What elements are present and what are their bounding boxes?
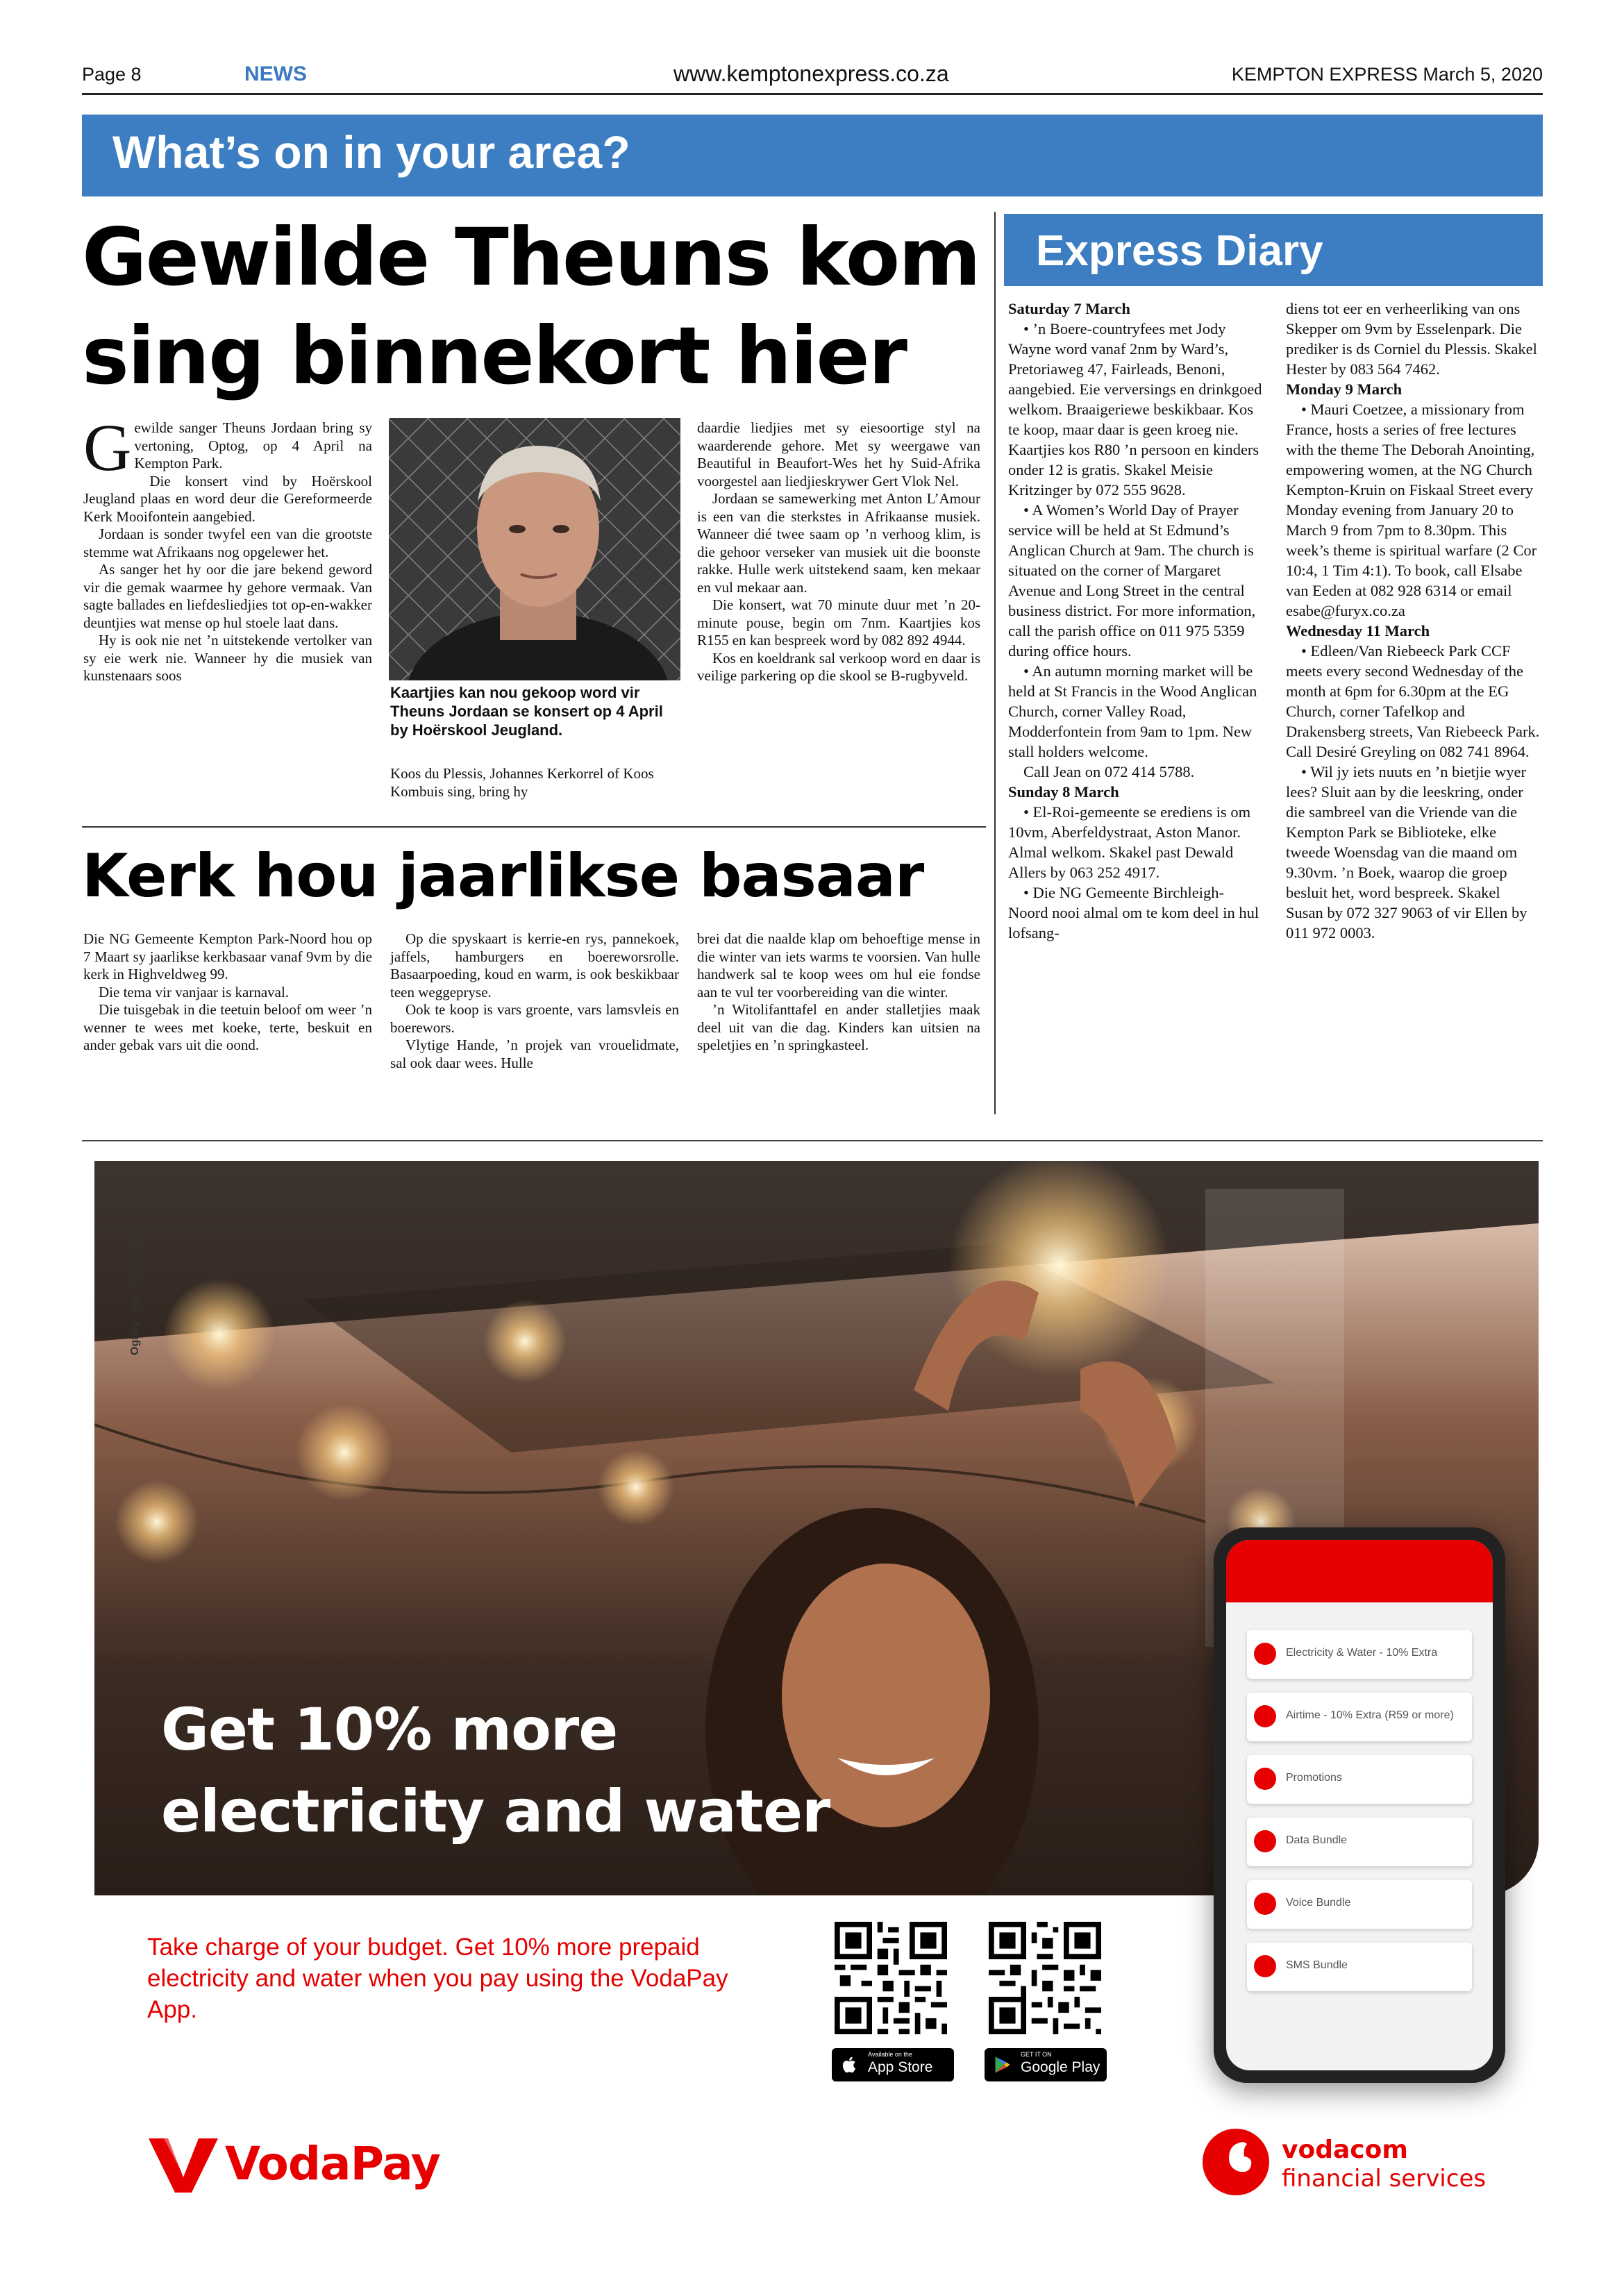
article1-column-3 xyxy=(697,419,980,685)
phone-mockup xyxy=(1214,1527,1505,2083)
article2-para: Die NG Gemeente Kempton Park-Noord hou op 7 Maart sy jaarlikse kerkbasaar vanaf 9vm by die kerk in Highveldweg 99. xyxy=(83,930,372,982)
vodapay-advertisement[interactable] xyxy=(82,1153,1543,2291)
article1-headline xyxy=(82,208,985,405)
menu-item-icon xyxy=(1254,1768,1276,1790)
menu-item-icon xyxy=(1254,1705,1276,1727)
app-menu-item xyxy=(1247,1943,1472,1991)
article1-para: Kos en koeldrank sal verkoop word en daar is veilige parkering op die skool se B-rugbyveld. xyxy=(697,649,980,684)
google-play-small-text: GET IT ON xyxy=(1021,2051,1052,2058)
article2-para: Die tema vir vanjaar is karnaval. xyxy=(99,983,290,1000)
google-play-icon xyxy=(993,2055,1012,2075)
diary-column-1 xyxy=(1008,299,1262,943)
article2-headline: Kerk hou jaarlikse basaar xyxy=(82,841,924,911)
article1-para: Jordaan se samewerking met Anton L’Amour is een van die sterkstes in Afrikaanse musiek. Wanneer dié twee saam op ’n verhoog klim, is die gehoor verseker van musiek uit die boonste rakke. Hulle werk uitstekend saam, ken mekaar en vul mekaar aan. xyxy=(697,490,980,596)
menu-item-label: Promotions xyxy=(1286,1772,1342,1784)
diary-day: Saturday 7 March xyxy=(1008,300,1130,317)
theuns-jordaan-photo xyxy=(389,418,680,680)
menu-item-label: Voice Bundle xyxy=(1286,1897,1351,1909)
agency-code: JHB 29695/VODA xyxy=(129,1228,141,1318)
article2-para: brei dat die naalde klap om behoeftige mense in die winter van iets warms te voorsien. Van hulle handwerk sal te koop wees om hul eie fondse aan te vul ter voorbereiding van die winter. xyxy=(697,930,980,1000)
google-play-qr-code[interactable] xyxy=(989,1922,1101,2034)
headline-line-1: Gewilde Theuns kom xyxy=(82,211,980,303)
website-url[interactable]: www.kemptonexpress.co.za xyxy=(673,61,949,86)
app-menu-item xyxy=(1247,1818,1472,1866)
article2-para: Die tuisgebak in die teetuin beloof om weer ’n wenner te wees met koeke, terte, beskuit en ander gebak vars uit die oond. xyxy=(83,1001,372,1053)
app-store-qr-code[interactable] xyxy=(835,1922,947,2034)
agency-credit xyxy=(129,1203,157,1355)
folio xyxy=(82,61,1543,96)
article2-para: Ook te koop is vars groente, vars lamsvleis en boerewors. xyxy=(390,1001,679,1036)
article1-para: Die konsert vind by Hoërskool Jeugland plaas en word deur die Gereformeerde Kerk Mooifontein aangebied. xyxy=(83,472,372,525)
menu-item-label: Data Bundle xyxy=(1286,1834,1348,1846)
app-menu-item xyxy=(1247,1693,1472,1741)
qr-icon xyxy=(835,1922,947,2034)
apple-icon xyxy=(840,2055,860,2075)
article2-column-2 xyxy=(390,930,679,1072)
section-banner xyxy=(82,115,1543,196)
vodapay-wordmark: VodaPay xyxy=(225,2137,440,2190)
advert-headline xyxy=(161,1689,830,1852)
app-header-bar xyxy=(1226,1540,1493,1602)
column-divider xyxy=(994,212,996,1114)
diary-entry: • Mauri Coetzee, a missionary from France, hosts a series of free lectures with the theme The Deborah Anointing, empowering women, at the NG Church Kempton-Kruin on Fiskaal Street every Monday evening from January 20 to March 9 from 7pm to 8.30pm. This week’s theme is spiritual warfare (2 Cor 10:4, 1 Tim 4:1). To book, call Elsabe van Eeden at 082 928 6314 or email esabe@furyx.co.za xyxy=(1286,401,1537,619)
app-store-label: App Store xyxy=(868,2059,933,2075)
diary-entry: Call Jean on 072 414 5788. xyxy=(1023,763,1195,780)
diary-entry: diens tot eer en verheerliking van ons Skepper om 9vm by Esselenpark. Die prediker is ds Corniel du Plessis. Skakel Hester by 083 564 7462. xyxy=(1286,300,1537,378)
diary-entry: • El-Roi-gemeente se erediens is om 10vm, Aberfeldystraat, Aston Manor. Almal welkom. Skakel past Dewald Allers by 063 252 4917. xyxy=(1008,803,1251,881)
advert-headline-line-1: Get 10% more xyxy=(161,1695,618,1763)
app-store-small-text: Available on the xyxy=(868,2051,912,2058)
article1-column-2-text: Koos du Plessis, Johannes Kerkorrel of Koos Kombuis sing, bring hy xyxy=(390,765,654,800)
article1-para: As sanger het hy oor die jare bekend geword vir die gemak waarmee hy gehore vermaak. Van sagte ballades en liefdesliedjies tot op-en-wakker deuntjies wat mense op hul stoele laat dans. xyxy=(83,561,372,631)
section-label: NEWS xyxy=(244,62,307,85)
menu-item-icon xyxy=(1254,1643,1276,1665)
app-menu-item xyxy=(1247,1755,1472,1804)
page-number: Page 8 xyxy=(82,64,142,85)
agency-name: Ogilvy xyxy=(129,1321,141,1355)
qr-icon xyxy=(989,1922,1101,2034)
app-store-badge[interactable] xyxy=(832,2048,954,2081)
article1-para: Jordaan is sonder twyfel een van die grootste stemme wat Afrikaans nog opgelewer het. xyxy=(83,526,372,560)
diary-entry: • An autumn morning market will be held at St Francis in the Wood Anglican Church, corner Valley Road, Modderfontein from 9am to 1pm. New stall holders welcome. xyxy=(1008,662,1257,760)
article2-column-1 xyxy=(83,930,372,1055)
google-play-badge[interactable] xyxy=(985,2048,1107,2081)
article2-para: Vlytige Hande, ’n projek van vrouelidmate, sal ook daar wees. Hulle xyxy=(390,1037,679,1071)
diary-entry: • Wil jy iets nuuts en ’n bietjie wyer lees? Sluit aan by die leeskring, onder die sambreel van die Vriende van die Kempton Park se Biblioteke, elke tweede Woensdag van die maand om 9.30vm. ’n Boek, waarop die groep besluit het, word bespreek. Skakel Susan by 072 327 9063 of vir Ellen by 011 972 0003. xyxy=(1286,763,1527,941)
article1-para: Hy is ook nie net ’n uitstekende vertolker van sy eie werk nie. Wanneer hy die musiek van kunstenaars soos xyxy=(83,632,372,684)
menu-item-icon xyxy=(1254,1893,1276,1915)
diary-entry: • Edleen/Van Riebeeck Park CCF meets every second Wednesday of the month at 6pm for 6.30pm at the EG Church, corner Tafelkop and Drakensberg streets, Van Riebeeck Park. Call Desiré Greyling on 082 741 8964. xyxy=(1286,642,1540,760)
menu-item-label: Airtime - 10% Extra (R59 or more) xyxy=(1286,1709,1454,1721)
article1-column-1 xyxy=(83,410,372,685)
article1-para: daardie liedjies met sy eiesoortige styl na waarderende gehore. Met sy weergawe van Beautiful in Beaufort-Wes het hy Suid-Afrika voorgestel aan liedjieskrywer Gert Vlok Nel. xyxy=(697,419,980,489)
diary-day: Sunday 8 March xyxy=(1008,783,1119,801)
phone-screen xyxy=(1226,1540,1493,2070)
google-play-label: Google Play xyxy=(1021,2059,1100,2075)
headline-line-2: sing binnekort hier xyxy=(82,310,906,402)
article1-para: Die konsert, wat 70 minute duur met ’n 20-minute pouse, begin om 7nm. Kaartjies kos R155 en kan bespreek word by 082 892 4944. xyxy=(697,596,980,648)
diary-day: Monday 9 March xyxy=(1286,380,1403,398)
article-divider xyxy=(82,826,986,828)
menu-item-icon xyxy=(1254,1955,1276,1977)
article2-para: Op die spyskaart is kerrie-en rys, pannekoek, jaffels, hamburgers en boereworsrolle. Basaarpoeding, koud en warm, is ook beskikbaar teen weggepryse. xyxy=(390,930,679,1000)
drop-cap: G xyxy=(83,410,132,485)
photo-caption: Kaartjies kan nou gekoop word vir Theuns Jordaan se konsert op 4 April by Hoërskool Jeugland. xyxy=(390,684,663,739)
diary-column-2 xyxy=(1286,299,1540,943)
publication-date: KEMPTON EXPRESS March 5, 2020 xyxy=(1231,64,1543,85)
menu-item-icon xyxy=(1254,1830,1276,1852)
vodacom-wordmark: vodacom xyxy=(1282,2136,1408,2164)
article1-para: ewilde sanger Theuns Jordaan bring sy vertoning, Optog, op 4 April na Kempton Park. xyxy=(134,419,372,471)
header-rule xyxy=(82,93,1543,95)
article2-column-3 xyxy=(697,930,980,1055)
portrait-image xyxy=(389,418,680,680)
advert-subtext: Take charge of your budget. Get 10% more prepaid electricity and water when you pay using the VodaPay App. xyxy=(147,1934,728,2023)
advert-headline-line-2: electricity and water xyxy=(161,1777,830,1845)
advert-divider xyxy=(82,1140,1543,1141)
diary-entry: • ’n Boere-countryfees met Jody Wayne word vanaf 2nm by Ward’s, Pretoriaweg 47, Fairleads, Benoni, aangebied. Eie verversings en drinkgoed welkom. Braaigeriewe beskikbaar. Kos te koop, maar daar is geen kroeg nie. Kaartjies kos R80 ’n persoon en kinders onder 12 is gratis. Skakel Meisie Kritzinger by 072 555 9628. xyxy=(1008,320,1262,498)
diary-entry: • A Women’s World Day of Prayer service will be held at St Edmund’s Anglican Church at 9am. The church is situated on the corner of Margaret Avenue and Long Street in the central business district. For more information, call the parish office on 011 975 5359 during office hours. xyxy=(1008,501,1256,660)
vodacom-speechmark-icon xyxy=(1201,2127,1271,2197)
diary-title: Express Diary xyxy=(1036,227,1323,275)
menu-item-label: SMS Bundle xyxy=(1286,1959,1348,1971)
app-menu-item xyxy=(1247,1880,1472,1929)
app-menu-item xyxy=(1247,1630,1472,1679)
menu-item-label: Electricity & Water - 10% Extra xyxy=(1286,1647,1438,1659)
diary-entry: • Die NG Gemeente Birchleigh-Noord nooi almal om te kom deel in hul lofsang- xyxy=(1008,884,1259,941)
diary-day: Wednesday 11 March xyxy=(1286,622,1430,639)
vodapay-mark-icon xyxy=(149,2133,218,2195)
express-diary-banner xyxy=(1004,214,1543,286)
article2-para: ’n Witolifanttafel en ander stalletjies maak deel uit van die dag. Kinders kan uitsien na speletjies en ’n springkasteel. xyxy=(697,1001,980,1053)
banner-title: What’s on in your area? xyxy=(112,126,630,178)
financial-services-text: financial services xyxy=(1282,2165,1487,2193)
